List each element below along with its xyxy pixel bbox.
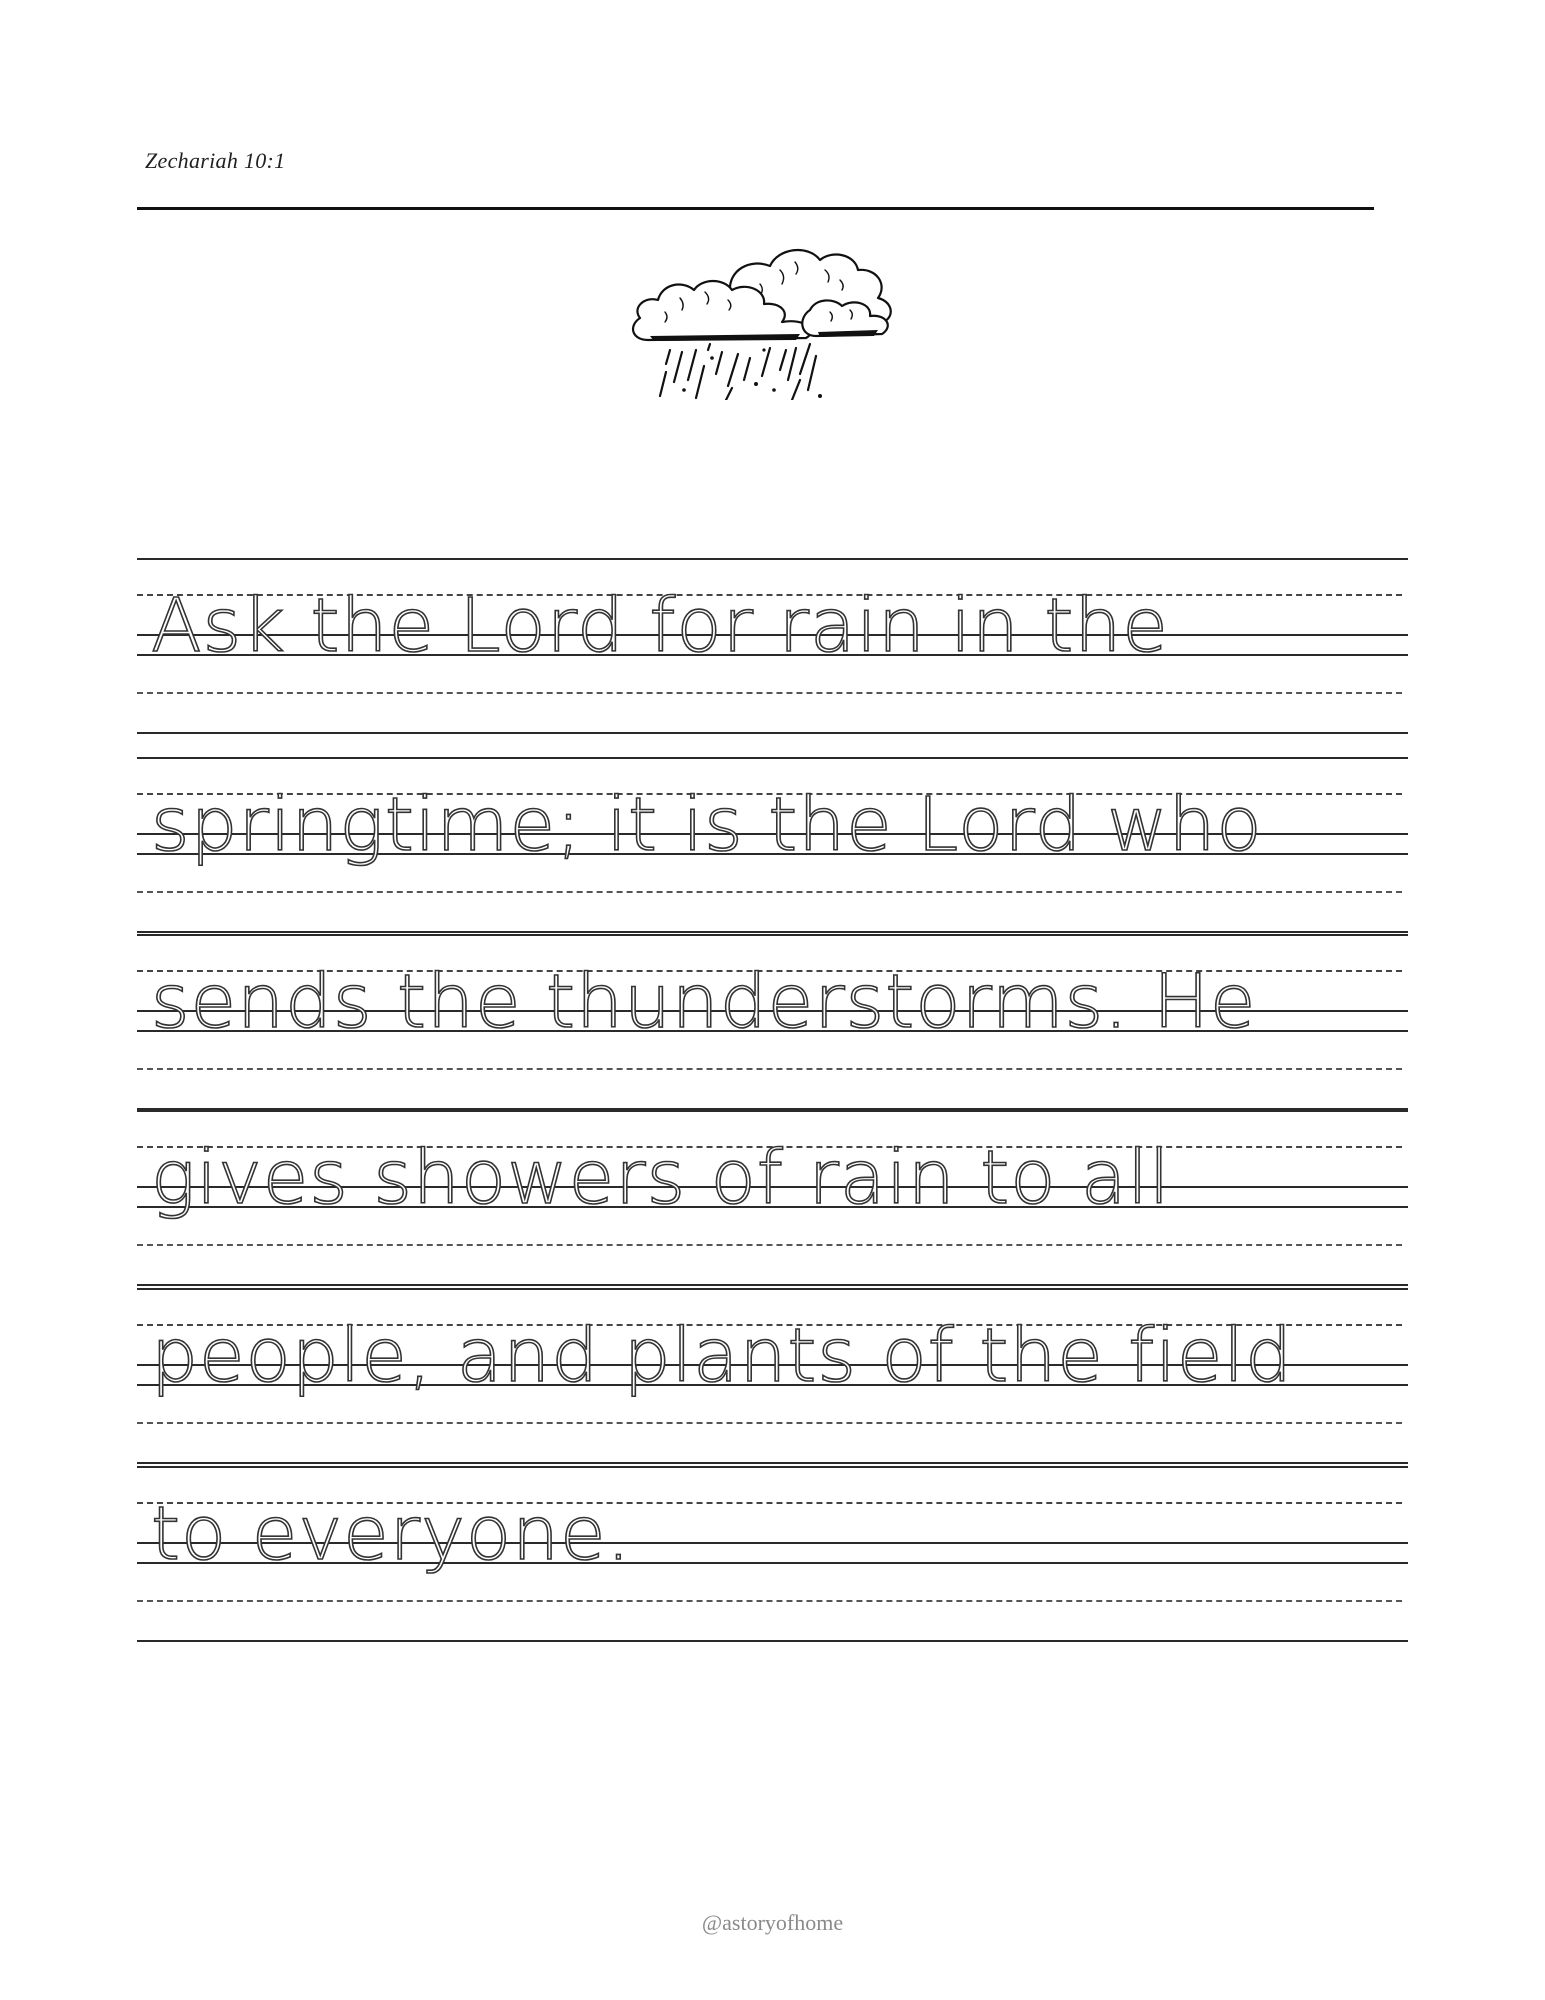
trace-text: springtime; it is the Lord who — [151, 782, 1263, 868]
tracing-line-5 — [137, 1288, 1408, 1478]
tracing-line-6 — [137, 1466, 1408, 1656]
tracing-line-1 — [137, 558, 1408, 748]
tracing-line-2 — [137, 757, 1408, 947]
trace-text: to everyone. — [151, 1491, 632, 1577]
rain-cloud-icon — [620, 240, 930, 400]
footer-credit: @astoryofhome — [701, 1910, 844, 1935]
title-rule — [137, 207, 1374, 210]
trace-text: gives showers of rain to all — [151, 1135, 1171, 1221]
trace-text: people, and plants of the field — [151, 1313, 1293, 1399]
verse-reference: Zechariah 10:1 — [145, 148, 286, 173]
tracing-line-3 — [137, 934, 1408, 1124]
trace-text: Ask the Lord for rain in the — [151, 583, 1169, 669]
trace-text: sends the thunderstorms. He — [151, 959, 1257, 1045]
tracing-line-4 — [137, 1110, 1408, 1300]
